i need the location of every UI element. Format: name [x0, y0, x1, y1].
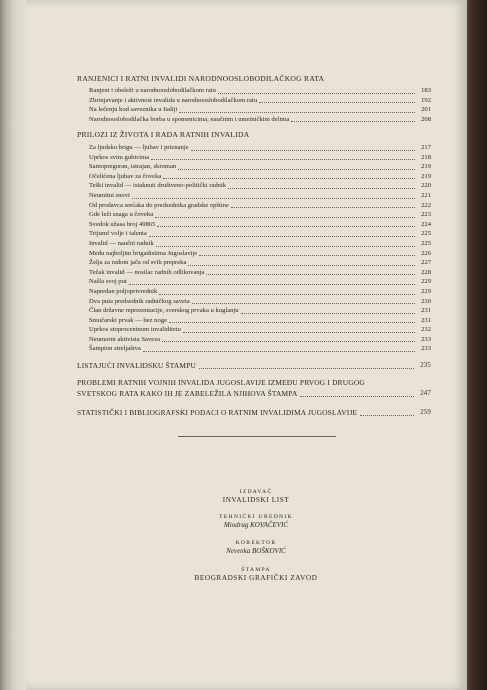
toc-entry-title: Samopregoran, istrajan, skroman	[89, 163, 177, 171]
toc-entry-page: 228	[421, 268, 431, 276]
leader-dots	[149, 235, 415, 237]
toc-entry-page: 208	[421, 115, 431, 123]
leader-dots	[169, 321, 415, 323]
leader-dots	[162, 340, 415, 342]
toc-entry-page: 217	[421, 144, 431, 151]
toc-entry-title: Teški invalid — istaknuti društveno-politički radnik	[89, 182, 227, 190]
toc-entry-title: Trijumf volje i talenta	[89, 230, 147, 238]
toc-entry-title: LISTAJUĆI INVALIDSKU ŠTAMPU	[77, 361, 197, 370]
toc-entry-page: 227	[421, 259, 431, 267]
toc-entry	[89, 191, 431, 201]
toc-list-ranjenici	[89, 86, 431, 124]
leader-dots	[178, 168, 415, 170]
imprint-label: IZDAVAČ	[239, 489, 273, 495]
toc-entry-title: Gde leži snaga u čoveku	[89, 211, 154, 219]
toc-entry	[89, 316, 431, 326]
imprint-stampa	[76, 566, 436, 583]
toc-entry-page: 219	[421, 163, 431, 171]
leader-dots	[206, 273, 415, 275]
toc-entry	[89, 287, 431, 297]
toc-entry-page: 232	[421, 326, 431, 334]
leader-dots	[157, 225, 415, 227]
toc-entry-page: 192	[421, 96, 431, 104]
toc-entry-title: Smučarski prvak — bez noge	[89, 316, 168, 324]
section-heading-prilozi: PRILOZI IZ ŽIVOTA I RADA RATNIH INVALIDA	[77, 130, 250, 139]
leader-dots	[179, 111, 415, 113]
leader-dots	[156, 245, 415, 247]
toc-entry-title: Očelićena ljubav za čoveka	[89, 172, 162, 180]
leader-dots	[228, 187, 415, 189]
leader-dots	[132, 197, 415, 199]
toc-entry-title: Uprkos svim gubicima	[89, 153, 150, 161]
toc-entry	[89, 297, 431, 307]
leader-dots	[241, 312, 415, 314]
toc-entry	[89, 105, 431, 115]
toc-entry-title: Neumorni aktivista Saveza	[89, 335, 161, 343]
leader-dots	[291, 120, 415, 122]
toc-entry	[89, 220, 431, 230]
section-heading-ranjenici: RANJENICI I RATNI INVALIDI NARODNOOSLOBODILAČKOG RATA	[77, 74, 325, 83]
toc-entry	[89, 239, 431, 249]
toc-entry-page: 229	[421, 287, 431, 295]
toc-entry-page: 201	[421, 106, 431, 114]
toc-entry-title: Želja za radom jača od svih prepreka	[89, 259, 187, 267]
toc-entry	[89, 86, 431, 96]
imprint-value: Nevenka BOŠKOVIĆ	[226, 547, 286, 555]
toc-entry-page: 221	[421, 191, 431, 199]
divider-rule	[178, 436, 336, 437]
toc-entry-page: 218	[421, 153, 431, 161]
toc-entry-page: 219	[421, 172, 431, 180]
toc-entry-page: 225	[421, 230, 431, 238]
toc-entry-title: STATISTIČKI I BIBLIOGRAFSKI PODACI O RATNIM INVALIDIMA JUGOSLAVIJE	[77, 408, 358, 417]
toc-list-prilozi	[89, 143, 431, 354]
toc-entry-title: Član državne reprezentacije, sverskog prvaka u kuglanju	[89, 307, 239, 315]
toc-entry-title: Među najboljim brigadistima Jugoslavije	[89, 249, 198, 257]
leader-dots	[199, 254, 415, 256]
toc-entry-statisticki	[77, 408, 431, 418]
leader-dots	[163, 177, 415, 179]
toc-entry	[89, 172, 431, 182]
toc-entry-title: Šampion streljaštva	[89, 345, 141, 353]
toc-entry-page: 233	[421, 335, 431, 343]
imprint-label: ŠTAMPA	[241, 567, 271, 573]
toc-entry-title: Težak invalid — nosilac radnih odlikovanja	[89, 268, 205, 276]
leader-dots	[151, 158, 415, 160]
imprint-label: KOREKTOR	[235, 540, 277, 546]
toc-entry-title: Ranjeni i obeleži u narodnooslobodilačkom ratu	[89, 87, 216, 94]
toc-entry	[89, 277, 431, 287]
leader-dots	[192, 302, 415, 304]
toc-entry	[89, 335, 431, 345]
toc-entry-title: Dva puta predsednik radničkog saveta	[89, 297, 190, 305]
toc-entry	[89, 96, 431, 106]
toc-entry-title: Zbrinjavanje i aktivnost invalida u narodnooslobodilačkom ratu	[89, 96, 258, 104]
toc-entry-title: Našla svoj put	[89, 278, 127, 286]
toc-entry-page: 259	[420, 409, 431, 416]
leader-dots	[218, 92, 415, 94]
toc-entry-page: 222	[421, 201, 431, 209]
toc-entry-page: 220	[421, 182, 431, 190]
scan-shadow-left	[0, 0, 26, 690]
toc-entry	[89, 249, 431, 259]
leader-dots	[129, 283, 415, 285]
toc-entry	[89, 268, 431, 278]
toc-entry-page: 183	[421, 87, 431, 94]
toc-entry	[89, 153, 431, 163]
toc-entry-title: Invalid — naučni radnik	[89, 239, 154, 247]
toc-entry-title: Svedok užasa broj 49865	[89, 220, 156, 228]
toc-entry	[89, 325, 431, 335]
leader-dots	[360, 414, 414, 416]
leader-dots	[199, 367, 414, 369]
toc-entry-title-line2: SVETSKOG RATA KAKO IH JE ZABELEŽILA NJIHOVA ŠTAMPA	[77, 388, 298, 398]
imprint-value: BEOGRADSKI GRAFIČKI ZAVOD	[194, 574, 318, 582]
leader-dots	[188, 264, 415, 266]
toc-entry-title-line1: PROBLEMI RATNIH VOJNIH INVALIDA JUGOSLAVIJE IZMEĐU PRVOG I DRUGOG	[77, 378, 365, 387]
toc-entry-page: 229	[421, 278, 431, 286]
toc-entry-title: Neumitni snovi	[89, 191, 130, 199]
toc-entry-page: 231	[421, 307, 431, 315]
toc-entry-page: 224	[421, 220, 431, 228]
toc-entry	[89, 115, 431, 125]
toc-entry-problemi	[77, 378, 431, 399]
toc-entry	[89, 344, 431, 354]
toc-entry-page: 247	[420, 389, 431, 397]
imprint-value: Miodrag KOVAČEVIĆ	[223, 521, 289, 529]
leader-dots	[191, 149, 415, 151]
leader-dots	[143, 350, 415, 352]
leader-dots	[300, 395, 414, 397]
imprint-izdavac	[76, 488, 436, 505]
toc-entry-title: Napredan poljoprivrednik	[89, 287, 158, 295]
toc-entry-page: 226	[421, 249, 431, 257]
toc-entry	[89, 181, 431, 191]
toc-entry	[89, 210, 431, 220]
leader-dots	[259, 101, 415, 103]
toc-entry-page: 230	[421, 297, 431, 305]
toc-entry-page: 223	[421, 211, 431, 219]
imprint-korektor	[76, 539, 436, 556]
toc-entry-line2	[77, 389, 431, 400]
toc-entry-title: Uprkos stoprocentnom invaliditetu	[89, 326, 181, 334]
imprint-label: TEHNIČKI UREDNIK	[219, 514, 293, 520]
leader-dots	[231, 206, 415, 208]
leader-dots	[183, 331, 415, 333]
toc-entry	[89, 162, 431, 172]
toc-entry	[89, 229, 431, 239]
toc-entry-page: 233	[421, 345, 431, 353]
imprint-urednik	[76, 513, 436, 530]
toc-entry-listajuci	[77, 361, 431, 371]
toc-entry-page: 225	[421, 239, 431, 247]
toc-entry-page: 231	[421, 316, 431, 324]
leader-dots	[155, 216, 415, 218]
leader-dots	[159, 293, 415, 295]
toc-entry-title: Na lečenju kod saveznika u Italiji	[89, 106, 178, 114]
imprint-value: INVALIDSKI LIST	[222, 496, 290, 504]
toc-entry	[89, 201, 431, 211]
toc-entry-title: Od prodavca srećaka do predsednika gradske opštine	[89, 201, 229, 209]
toc-entry	[89, 258, 431, 268]
book-cover-edge	[467, 0, 487, 690]
toc-entry	[89, 306, 431, 316]
toc-entry-title: Za ljudsku brigu — ljubav i priznanje	[89, 144, 189, 151]
toc-entry-title: Narodnooslobodilačka borba u spomenicima, naučnim i umetničkim delima	[89, 115, 290, 123]
toc-entry-page: 235	[420, 362, 431, 369]
toc-entry	[89, 143, 431, 153]
